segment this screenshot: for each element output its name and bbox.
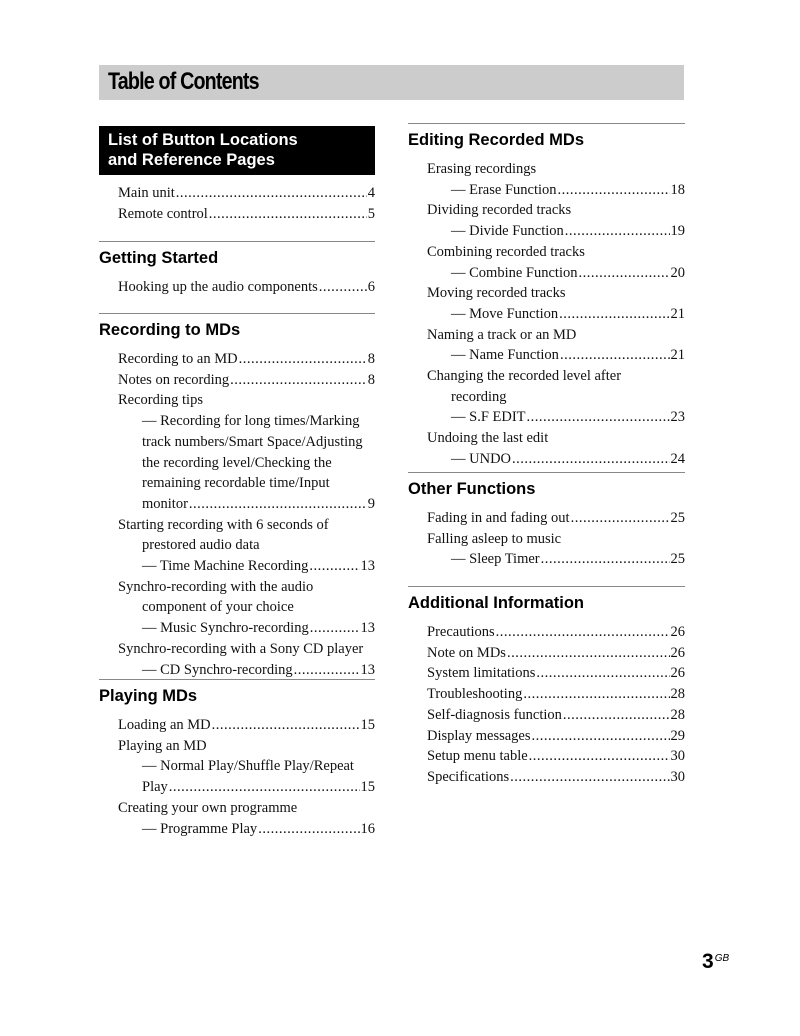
leader-dots	[189, 494, 367, 515]
page-ref: 13	[360, 661, 375, 678]
page-ref: 5	[367, 205, 375, 222]
toc-entry[interactable]: — Combine Function ..... 20	[408, 263, 685, 284]
leader-dots	[512, 449, 669, 470]
leader-dots	[510, 767, 669, 788]
toc-entry[interactable]: Remote control ..... 5	[99, 204, 375, 225]
toc-entry[interactable]: Notes on recording ..... 8	[99, 370, 375, 391]
toc-entry[interactable]: — UNDO ..... 24	[408, 449, 685, 470]
divider	[99, 679, 375, 680]
leader-dots	[578, 263, 669, 284]
leader-dots	[560, 345, 670, 366]
leader-dots	[541, 549, 670, 570]
section-getting-started	[99, 241, 375, 298]
page-ref: 26	[670, 644, 685, 661]
toc-subject: Changing the recorded level after	[427, 368, 622, 385]
toc-entry[interactable]: Recording to an MD ..... 8	[99, 349, 375, 370]
toc-subject: Dividing recorded tracks	[427, 202, 572, 219]
toc-subentry-line: — Normal Play/Shuffle Play/Repeat	[142, 758, 354, 775]
toc-entry[interactable]: — Name Function ..... 21	[408, 345, 685, 366]
region-code: GB	[714, 953, 730, 964]
page-ref: 30	[670, 768, 685, 785]
page-number: $3^{GB}$	[702, 950, 730, 973]
page-ref: 21	[670, 305, 685, 322]
page-ref: 13	[360, 620, 375, 637]
toc-subject-line: prestored audio data	[142, 537, 260, 554]
toc-subject: Falling asleep to music	[427, 530, 562, 547]
page-ref: 30	[670, 748, 685, 765]
leader-dots	[532, 726, 670, 747]
toc-entry[interactable]: Self-diagnosis function ..... 28	[408, 705, 685, 726]
toc-subject: Synchro-recording with a Sony CD player	[118, 640, 364, 657]
page-title: Table of Contents	[108, 68, 259, 95]
toc-entry[interactable]: — S.F EDIT ..... 23	[408, 407, 685, 428]
toc-entry[interactable]: System limitations ..... 26	[408, 663, 685, 684]
leader-dots	[294, 660, 360, 681]
section-heading: Getting Started	[99, 249, 219, 267]
toc-entry[interactable]: — Programme Play ..... 16	[99, 819, 375, 840]
toc-entry[interactable]: Specifications ..... 30	[408, 767, 685, 788]
toc-entry[interactable]: — Move Function ..... 21	[408, 304, 685, 325]
leader-dots	[529, 746, 670, 767]
toc-entry[interactable]: — Divide Function ..... 19	[408, 221, 685, 242]
leader-dots	[559, 304, 669, 325]
divider	[408, 586, 685, 587]
heading-line: List of Button Locations	[108, 131, 298, 149]
toc-entry[interactable]: Troubleshooting ..... 28	[408, 684, 685, 705]
section-heading-button-locations	[99, 126, 375, 175]
page-ref: 18	[670, 181, 685, 198]
divider	[99, 241, 375, 242]
page-ref: 28	[670, 686, 685, 703]
leader-dots	[230, 370, 367, 391]
toc-subentry-line: — Recording for long times/Marking	[142, 413, 360, 430]
section-additional-information	[408, 586, 685, 788]
toc-subject: Combining recorded tracks	[427, 243, 585, 260]
section-heading: Other Functions	[408, 480, 536, 498]
leader-dots	[209, 204, 367, 225]
toc-subject: Erasing recordings	[427, 161, 537, 177]
page-ref: 15	[360, 779, 375, 796]
page-ref: 8	[367, 371, 375, 388]
section-heading: Recording to MDs	[99, 321, 241, 339]
page-ref: 21	[670, 347, 685, 364]
toc-entry[interactable]: Main unit ..... 4	[99, 183, 375, 204]
section-playing	[99, 679, 375, 839]
leader-dots	[258, 819, 359, 840]
section-button-locations	[99, 183, 375, 224]
leader-dots	[310, 618, 360, 639]
leader-dots	[309, 556, 359, 577]
toc-subject-line: recording	[451, 388, 507, 405]
toc-entry[interactable]: — Erase Function ..... 18	[408, 180, 685, 201]
leader-dots	[169, 777, 360, 798]
leader-dots	[536, 663, 669, 684]
leader-dots	[212, 715, 360, 736]
toc-subject: Creating your own programme	[118, 799, 298, 816]
leader-dots	[571, 508, 670, 529]
leader-dots	[527, 407, 670, 428]
toc-subject: Recording tips	[118, 392, 203, 409]
leader-dots	[558, 180, 670, 201]
toc-entry[interactable]: — Time Machine Recording ..... 13	[99, 556, 375, 577]
divider	[408, 472, 685, 473]
toc-subject: Starting recording with 6 seconds of	[118, 516, 329, 533]
page-ref: 26	[670, 624, 685, 640]
toc-entry[interactable]: — Music Synchro-recording ..... 13	[99, 618, 375, 639]
leader-dots	[239, 349, 367, 370]
page-ref: 28	[670, 706, 685, 723]
page-ref: 23	[670, 409, 685, 426]
toc-subject: Undoing the last edit	[427, 430, 549, 447]
page-ref: 15	[360, 717, 375, 733]
page-ref: 8	[367, 351, 375, 367]
leader-dots	[507, 643, 670, 664]
toc-entry[interactable]: Note on MDs ..... 26	[408, 643, 685, 664]
toc-entry[interactable]: Loading an MD ..... 15	[99, 715, 375, 736]
page-ref: 9	[367, 495, 375, 512]
toc-subject: Playing an MD	[118, 737, 207, 754]
page-ref: 29	[670, 727, 685, 744]
divider	[99, 313, 375, 314]
section-heading: Playing MDs	[99, 687, 198, 705]
page-ref: 25	[670, 551, 685, 568]
page-ref: 20	[670, 264, 685, 281]
toc-subentry-line: track numbers/Smart Space/Adjusting	[142, 433, 363, 450]
toc-entry[interactable]: Hooking up the audio components ..... 6	[99, 277, 375, 298]
toc-subject: Synchro-recording with the audio	[118, 578, 314, 595]
leader-dots	[496, 622, 670, 643]
toc-entry[interactable]: Precautions ..... 26	[408, 622, 685, 643]
page-ref: 19	[670, 223, 685, 240]
toc-entry[interactable]: — Sleep Timer ..... 25	[408, 549, 685, 570]
heading-line: and Reference Pages	[108, 151, 275, 169]
leader-dots	[565, 221, 670, 242]
page-ref: 16	[360, 820, 375, 837]
page-ref: 24	[670, 450, 685, 467]
page-ref: 26	[670, 665, 685, 682]
toc-entry[interactable]: Display messages ..... 29	[408, 726, 685, 747]
page-ref: 4	[367, 185, 375, 201]
leader-dots	[563, 705, 670, 726]
leader-dots	[523, 684, 669, 705]
section-recording	[99, 313, 375, 680]
toc-subject: Moving recorded tracks	[427, 285, 566, 302]
page-ref: 6	[367, 279, 375, 295]
title-bar	[99, 65, 684, 100]
section-heading: Editing Recorded MDs	[408, 131, 585, 149]
toc-entry[interactable]: — CD Synchro-recording ..... 13	[99, 660, 375, 681]
leader-dots	[319, 277, 367, 298]
section-editing	[408, 123, 685, 470]
page-ref: 25	[670, 510, 685, 526]
divider	[408, 123, 685, 124]
leader-dots	[176, 183, 367, 204]
toc-entry[interactable]: monitor ..... 9	[99, 494, 375, 515]
toc-subentry-line: the recording level/Checking the	[142, 454, 332, 471]
toc-subentry-line: remaining recordable time/Input	[142, 475, 330, 492]
toc-entry[interactable]: Setup menu table ..... 30	[408, 746, 685, 767]
toc-entry[interactable]: Play ..... 15	[99, 777, 375, 798]
toc-entry[interactable]: Fading in and fading out ..... 25	[408, 508, 685, 529]
toc-subject: Naming a track or an MD	[427, 326, 577, 343]
section-heading: Additional Information	[408, 594, 584, 612]
toc-subject-line: component of your choice	[142, 599, 294, 616]
section-other-functions	[408, 472, 685, 570]
page-ref: 13	[360, 558, 375, 575]
